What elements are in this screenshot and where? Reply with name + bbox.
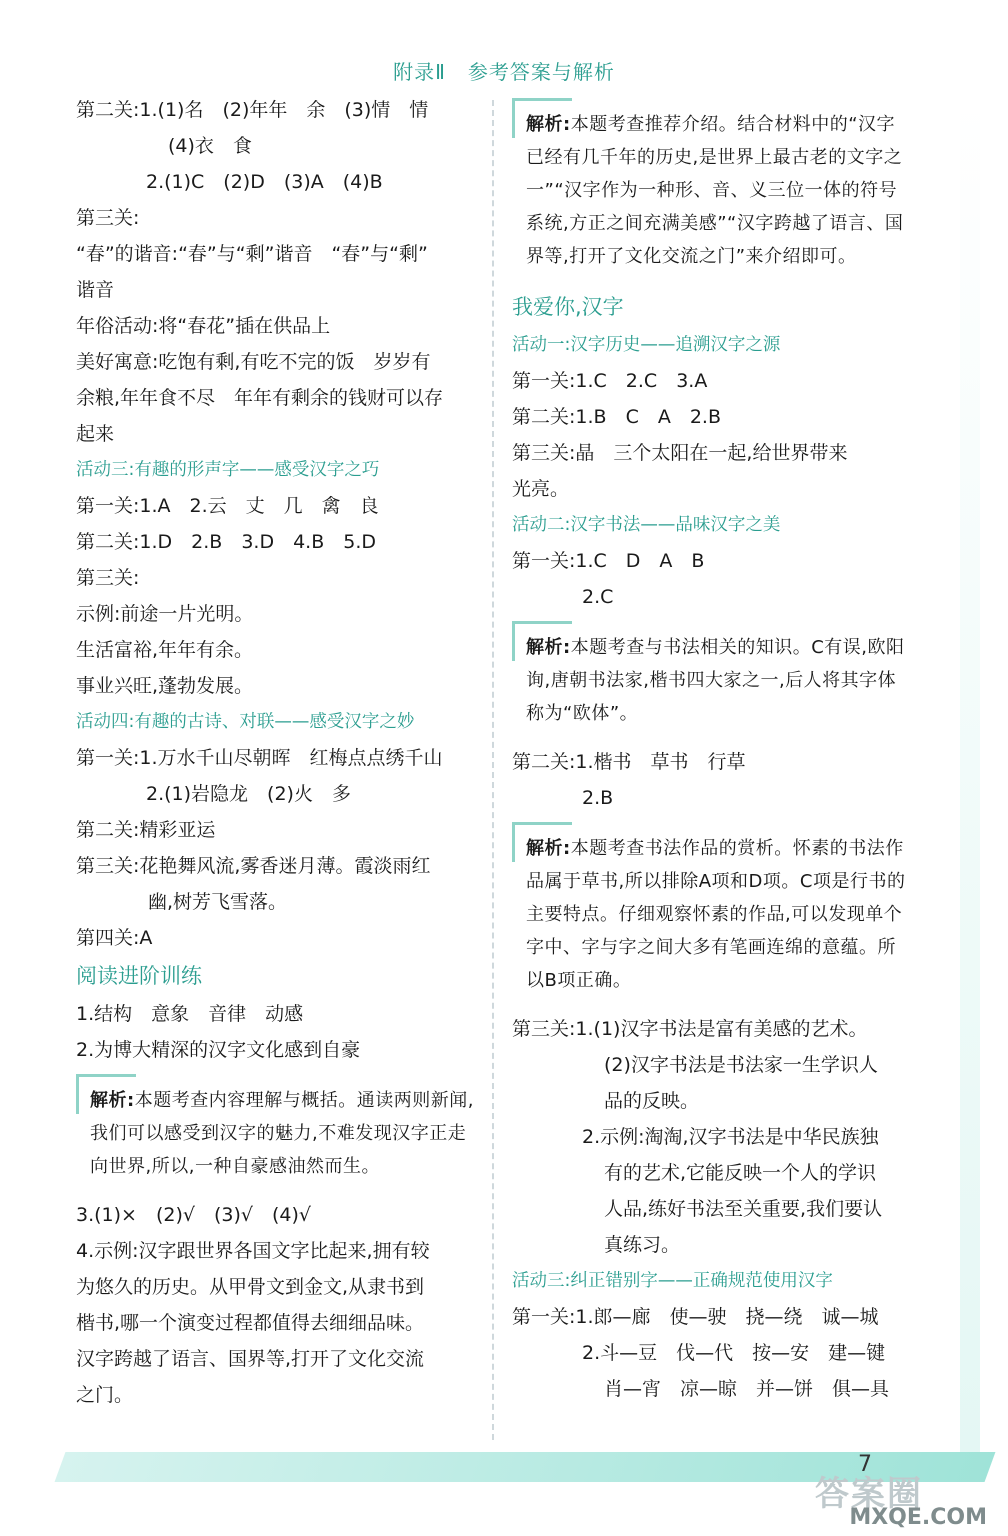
answer-line: 第二关:精彩亚运 bbox=[76, 819, 216, 841]
answer-line: 2.(1)岩隐龙 (2)火 多 bbox=[146, 783, 351, 805]
answer-line: 品的反映。 bbox=[604, 1090, 700, 1112]
answer-line: 美好寓意:吃饱有剩,有吃不完的饭 岁岁有 bbox=[76, 351, 431, 373]
answer-line: 第二关:1.楷书 草书 行草 bbox=[512, 751, 746, 773]
answer-line: 生活富裕,年年有余。 bbox=[76, 639, 254, 661]
answer-line: 第四关:A bbox=[76, 927, 153, 949]
right-column bbox=[512, 98, 912, 1413]
answer-line: 第一关:1.A 2.云 丈 几 禽 良 bbox=[76, 495, 379, 517]
answer-line: 2.为博大精深的汉字文化感到自豪 bbox=[76, 1039, 361, 1061]
activity-heading: 活动一:汉字历史——追溯汉字之源 bbox=[512, 335, 781, 355]
answer-line: 2.B bbox=[582, 787, 614, 809]
answer-line: 第一关:1.C D A B bbox=[512, 550, 705, 572]
explanation-box bbox=[512, 98, 912, 279]
answer-line: 有的艺术,它能反映一个人的学识 bbox=[604, 1162, 877, 1184]
left-column bbox=[76, 98, 476, 1419]
answer-line: (4)衣 食 bbox=[168, 135, 252, 157]
answer-line: 第三关:花艳舞风流,雾香迷月薄。霞淡雨红 bbox=[76, 855, 431, 877]
explanation-tag: 解析: bbox=[526, 114, 571, 135]
answer-line: 为悠久的历史。从甲骨文到金文,从隶书到 bbox=[76, 1276, 425, 1298]
page-header bbox=[0, 56, 1008, 85]
explanation-tag: 解析: bbox=[526, 838, 571, 859]
page-number: 7 bbox=[858, 1452, 872, 1477]
explanation-text: 本题考查与书法相关的知识。C有误,欧阳询,唐朝书法家,楷书四大家之一,后人将其字体称为“欧体”。 bbox=[526, 637, 905, 724]
answer-line: 年俗活动:将“春花”插在供品上 bbox=[76, 315, 331, 337]
activity-heading: 活动三:纠正错别字——正确规范使用汉字 bbox=[512, 1271, 833, 1291]
answer-line: 起来 bbox=[76, 423, 115, 445]
explanation-box bbox=[76, 1074, 476, 1189]
appendix-label: 附录Ⅱ bbox=[393, 60, 446, 84]
answer-line: 2.(1)C (2)D (3)A (4)B bbox=[146, 171, 383, 193]
answer-line: 1.结构 意象 音律 动感 bbox=[76, 1003, 304, 1025]
answer-line: 第三关:1.(1)汉字书法是富有美感的艺术。 bbox=[512, 1018, 868, 1040]
answer-line: 楷书,哪一个演变过程都值得去细细品味。 bbox=[76, 1312, 425, 1334]
answer-line: 2.示例:淘淘,汉字书法是中华民族独 bbox=[582, 1126, 879, 1148]
side-decoration-band bbox=[960, 100, 980, 1460]
answer-line: 余粮,年年食不尽 年年有剩余的钱财可以存 bbox=[76, 387, 444, 409]
answer-line: 第一关:1.C 2.C 3.A bbox=[512, 370, 708, 392]
watermark-logo: 答案圈 bbox=[815, 1474, 923, 1514]
answer-line: 第三关: bbox=[76, 207, 140, 229]
answer-line: 第二关:1.B C A 2.B bbox=[512, 406, 721, 428]
explanation-text: 本题考查书法作品的赏析。怀素的书法作品属于草书,所以排除A项和D项。C项是行书的主要特点。仔细观察怀素的作品,可以发现单个字中、字与字之间大多有笔画连绵的意蕴。所以B项正确。 bbox=[526, 838, 906, 991]
answer-line: 3.(1)× (2)√ (3)√ (4)√ bbox=[76, 1204, 312, 1226]
answer-line: 汉字跨越了语言、国界等,打开了文化交流 bbox=[76, 1348, 425, 1370]
answer-line: 之门。 bbox=[76, 1384, 134, 1406]
answer-line: 2.斗—豆 伐—代 按—安 建—键 bbox=[582, 1342, 886, 1364]
answer-line: 第三关: bbox=[76, 567, 140, 589]
answer-line: 谐音 bbox=[76, 279, 115, 301]
answer-line: 第一关:1.郎—廊 使—驶 挠—绕 诚—城 bbox=[512, 1306, 879, 1328]
explanation-text: 本题考查推荐介绍。结合材料中的“汉字已经有几千年的历史,是世界上最古老的文字之一”“汉字作为一种形、音、义三位一体的符号系统,方正之间充满美感”“汉字跨越了语言、国界等,打开了文化交流之门”来介绍即可。 bbox=[526, 114, 904, 267]
explanation-tag: 解析: bbox=[90, 1090, 135, 1111]
answer-line: 第二关:1.D 2.B 3.D 4.B 5.D bbox=[76, 531, 377, 553]
answer-line: 第一关:1.万水千山尽朝晖 红梅点点绣千山 bbox=[76, 747, 443, 769]
answer-line: 人品,练好书法至关重要,我们要认 bbox=[604, 1198, 883, 1220]
explanation-box bbox=[512, 621, 912, 736]
explanation-box bbox=[512, 822, 912, 1003]
answer-line: 真练习。 bbox=[604, 1234, 681, 1256]
answer-line: 肖—宵 凉—晾 并—饼 俱—具 bbox=[604, 1378, 890, 1400]
answer-line: 幽,树芳飞雪落。 bbox=[148, 891, 288, 913]
section-title: 阅读进阶训练 bbox=[76, 964, 202, 988]
activity-heading: 活动四:有趣的古诗、对联——感受汉字之妙 bbox=[76, 712, 415, 732]
answer-line: 第三关:晶 三个太阳在一起,给世界带来 bbox=[512, 442, 848, 464]
section-title: 我爱你,汉字 bbox=[512, 295, 624, 319]
explanation-tag: 解析: bbox=[526, 637, 571, 658]
answer-line: 事业兴旺,蓬勃发展。 bbox=[76, 675, 254, 697]
answer-line: (2)汉字书法是书法家一生学识人 bbox=[604, 1054, 878, 1076]
answer-line: 第二关:1.(1)名 (2)年年 余 (3)情 情 bbox=[76, 99, 429, 121]
watermark-text: MXQE.COM bbox=[849, 1505, 987, 1530]
answer-line: 示例:前途一片光明。 bbox=[76, 603, 254, 625]
column-divider bbox=[492, 100, 494, 1440]
activity-heading: 活动二:汉字书法——品味汉字之美 bbox=[512, 515, 781, 535]
activity-heading: 活动三:有趣的形声字——感受汉字之巧 bbox=[76, 460, 380, 480]
answer-line: 光亮。 bbox=[512, 478, 570, 500]
watermark bbox=[815, 1466, 995, 1532]
header-title: 参考答案与解析 bbox=[467, 60, 615, 84]
explanation-text: 本题考查内容理解与概括。通读两则新闻,我们可以感受到汉字的魅力,不难发现汉字正走向世界,所以,一种自豪感油然而生。 bbox=[90, 1090, 474, 1177]
answer-line: 2.C bbox=[582, 586, 614, 608]
answer-line: 4.示例:汉字跟世界各国文字比起来,拥有较 bbox=[76, 1240, 430, 1262]
answer-line: “春”的谐音:“春”与“剩”谐音 “春”与“剩” bbox=[76, 243, 428, 265]
